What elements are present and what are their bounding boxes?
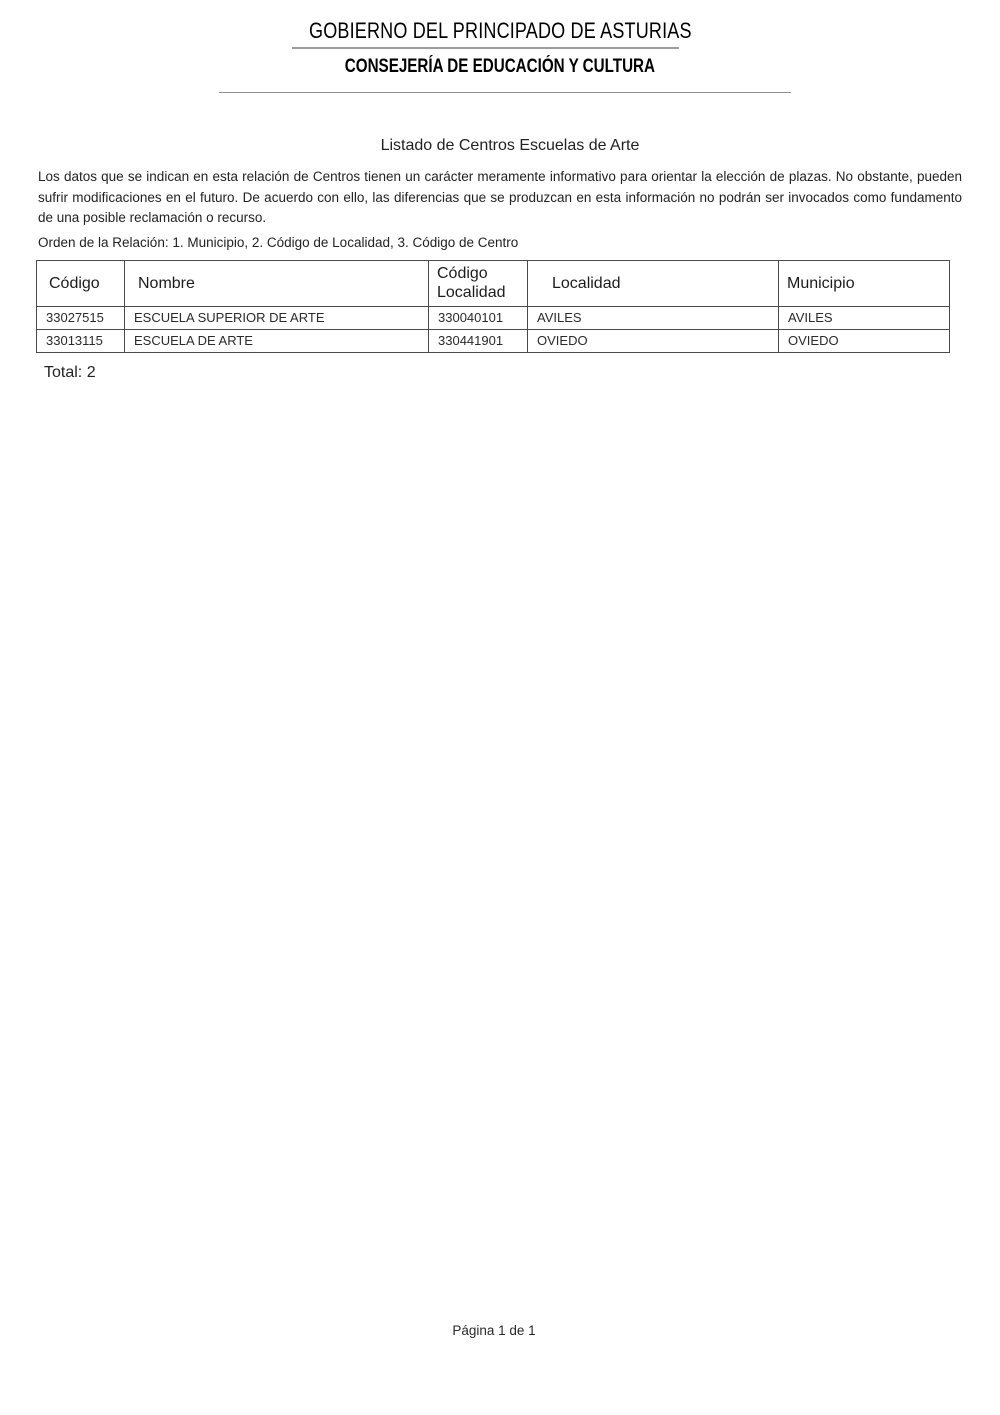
department-title: CONSEJERÍA DE EDUCACIÓN Y CULTURA <box>344 56 656 77</box>
document-body <box>0 137 1000 382</box>
table-header-row <box>37 260 950 306</box>
cell-municipio: OVIEDO <box>779 329 950 352</box>
header-divider-bottom <box>219 92 791 93</box>
cell-nombre: ESCUELA DE ARTE <box>125 329 429 352</box>
cell-localidad: OVIEDO <box>528 329 779 352</box>
total-count: Total: 2 <box>44 363 96 381</box>
cell-codigo: 33013115 <box>37 329 125 352</box>
centers-table <box>36 260 950 353</box>
column-header-localidad: Localidad <box>528 260 779 306</box>
column-header-codigo-localidad: Código Localidad <box>429 260 528 306</box>
disclaimer-text: Los datos que se indican en esta relación de Centros tienen un carácter meramente informativo para orientar la elección de plazas. No obstante, pueden sufrir modificaciones en el futuro. De acuerdo con ello, las diferencias que se produzcan en esta información no podrán ser invocados como fundamento de una posible reclamación o recurso. <box>38 169 962 226</box>
column-header-municipio: Municipio <box>779 260 950 306</box>
department-title-row <box>0 56 1000 77</box>
cell-localidad: AVILES <box>528 306 779 329</box>
cell-codigo-localidad: 330441901 <box>429 329 528 352</box>
column-header-nombre: Nombre <box>125 260 429 306</box>
header-divider-top <box>292 47 679 49</box>
cell-codigo-localidad: 330040101 <box>429 306 528 329</box>
table-row <box>37 306 950 329</box>
sort-order-text: Orden de la Relación: 1. Municipio, 2. Código de Localidad, 3. Código de Centro <box>38 235 519 251</box>
cell-codigo: 33027515 <box>37 306 125 329</box>
government-title-row <box>0 18 1000 45</box>
column-header-codigo: Código <box>37 260 125 306</box>
cell-municipio: AVILES <box>779 306 950 329</box>
cell-nombre: ESCUELA SUPERIOR DE ARTE <box>125 306 429 329</box>
table-row <box>37 329 950 352</box>
page-number: Página 1 de 1 <box>452 1323 536 1338</box>
government-title: GOBIERNO DEL PRINCIPADO DE ASTURIAS <box>308 18 692 43</box>
government-header <box>0 0 1000 93</box>
page-title: Listado de Centros Escuelas de Arte <box>380 137 640 154</box>
